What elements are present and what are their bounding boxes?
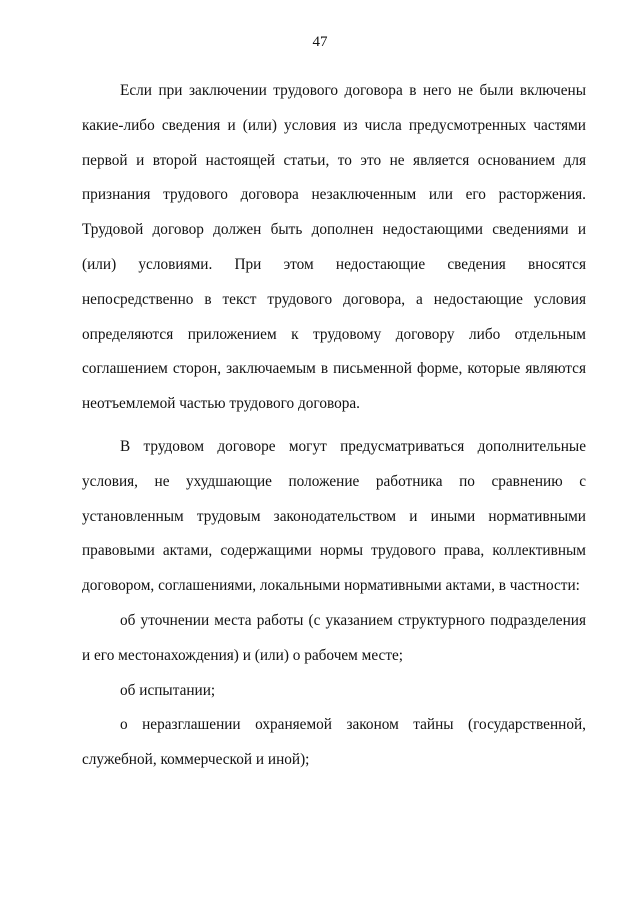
document-body xyxy=(82,74,586,778)
list-item-workplace: об уточнении места работы (с указанием структурного подразделения и его местонахождения) и (или) о рабочем месте; xyxy=(82,611,586,664)
page-number: 47 xyxy=(312,34,328,50)
list-item-confidentiality: о неразглашении охраняемой законом тайны (государственной, служебной, коммерческой и иной); xyxy=(82,716,586,769)
list-item-probation: об испытании; xyxy=(120,681,216,699)
paragraph-contract-amendment: Если при заключении трудового договора в него не были включены какие-либо сведения и (или) условия из числа предусмотренных частями первой и второй настоящей статьи, то это не является основанием для признания трудового договора незаключенным или его расторжения. Трудовой договор должен быть дополнен недостающими сведениями и (или) условиями. При этом недостающие сведения вносятся непосредственно в текст трудового договора, а недостающие условия определяются приложением к трудовому договору либо отдельным соглашением сторон, заключаемым в письменной форме, которые являются неотъемлемой частью трудового договора. xyxy=(82,82,586,413)
paragraph-additional-conditions: В трудовом договоре могут предусматриваться дополнительные условия, не ухудшающие положение работника по сравнению с установленным трудовым законодательством и иными нормативными правовыми актами, содержащими нормы трудового права, коллективным договором, соглашениями, локальными нормативными актами, в частности: xyxy=(82,437,586,595)
